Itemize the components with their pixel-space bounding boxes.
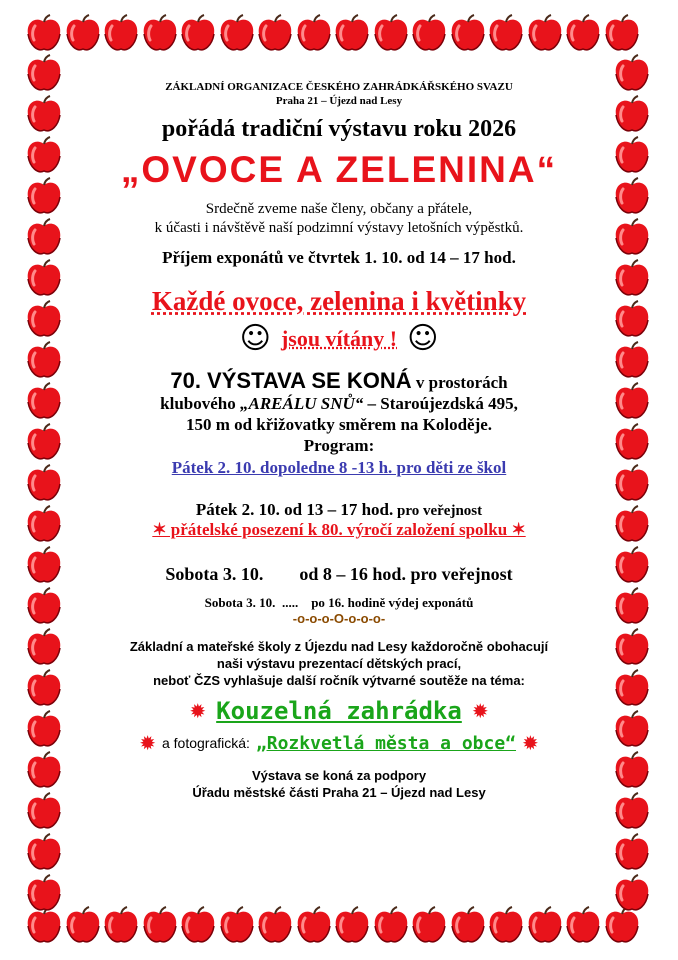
- apple-icon: [63, 14, 103, 54]
- apple-icon: [63, 906, 103, 946]
- separator: -o-o-o-O-o-o-o-: [292, 611, 386, 626]
- flower-icon: ✹: [189, 699, 207, 723]
- apple-icon: [24, 874, 64, 914]
- apple-icon: [24, 54, 64, 94]
- apple-icon: [24, 546, 64, 586]
- schools-line-1: Základní a mateřské školy z Újezdu nad Lesy každoročně obohacují: [129, 639, 549, 654]
- apple-icon: [24, 14, 64, 54]
- venue-info: [70, 370, 608, 456]
- schools-line-3: neboť ČZS vyhlašuje další ročník výtvarné soutěže na téma:: [153, 673, 525, 688]
- apple-icon: [24, 218, 64, 258]
- welcome-headline: Každé ovoce, zelenina i květinky: [151, 286, 527, 316]
- apple-icon: [612, 382, 652, 422]
- photo-prefix-text: a fotografická: [161, 735, 247, 751]
- apple-icon: [612, 54, 652, 94]
- apple-icon: [24, 259, 64, 299]
- apple-icon: [612, 95, 652, 135]
- apple-icon: [24, 95, 64, 135]
- friday-audience: pro veřejnost: [393, 503, 483, 519]
- headline: pořádá tradiční výstavu roku 2026: [161, 116, 517, 142]
- friday-public: [70, 500, 608, 520]
- apple-icon: [24, 792, 64, 832]
- invitation-line-2: k účasti i návštěvě naší podzimní výstavy letošních výpěstků.: [154, 220, 524, 236]
- apple-icon: [24, 628, 64, 668]
- apple-icon: [140, 14, 180, 54]
- exhibition-title: „OVOCE A ZELENINA“: [120, 149, 558, 190]
- friday-time: od 13 – 17 hod.: [279, 500, 394, 519]
- apple-icon: [612, 669, 652, 709]
- venue-text: klubového: [160, 394, 240, 413]
- apple-icon: [612, 792, 652, 832]
- apple-icon: [24, 505, 64, 545]
- venue-text: v prostorách: [411, 373, 508, 392]
- apple-icon: [612, 587, 652, 627]
- smiley-icon: ☺: [407, 321, 439, 356]
- apple-icon: [612, 710, 652, 750]
- apple-icon: [294, 906, 334, 946]
- saturday-time: od 8 – 16 hod. pro veřejnost: [299, 564, 513, 584]
- exhibition-number: 70. VÝSTAVA SE KONÁ: [170, 368, 412, 393]
- photo-colon: :: [246, 735, 250, 751]
- apple-icon: [612, 628, 652, 668]
- apple-icon: [612, 751, 652, 791]
- apple-icon: [217, 14, 257, 54]
- welcome-row: [70, 321, 608, 356]
- apple-icon: [525, 906, 565, 946]
- flower-icon: ✹: [522, 731, 539, 755]
- schools-line-2: naši výstavu prezentací dětských prací,: [216, 656, 462, 671]
- apple-icon: [612, 423, 652, 463]
- apple-icon: [255, 14, 295, 54]
- saturday-date: Sobota 3. 10.: [165, 564, 264, 584]
- apple-icon: [371, 906, 411, 946]
- flower-icon: ✹: [471, 699, 489, 723]
- venue-name: „AREÁLU SNŮ“: [239, 394, 364, 413]
- apple-icon: [486, 14, 526, 54]
- apple-icon: [140, 906, 180, 946]
- welcome-text: jsou vítány !: [280, 325, 398, 351]
- apple-icon: [371, 14, 411, 54]
- apple-icon: [612, 300, 652, 340]
- apple-icon: [24, 587, 64, 627]
- friday-date: Pátek 2. 10.: [195, 500, 280, 519]
- photo-contest-title: „Rozkvetlá města a obce“: [255, 732, 517, 754]
- photo-contest-row: [70, 731, 608, 755]
- flower-icon: ✹: [139, 731, 156, 755]
- organization-location: Praha 21 – Újezd nad Lesy: [275, 95, 403, 107]
- apple-icon: [448, 14, 488, 54]
- apple-icon: [332, 906, 372, 946]
- apple-icon: [101, 14, 141, 54]
- apple-icon: [612, 546, 652, 586]
- apple-icon: [217, 906, 257, 946]
- organization-name: ZÁKLADNÍ ORGANIZACE ČESKÉHO ZAHRÁDKÁŘSKÉHO SVAZU: [165, 81, 513, 93]
- friday-schools: Pátek 2. 10. dopoledne 8 -13 h. pro děti ze škol: [171, 458, 507, 477]
- venue-directions: 150 m od křižovatky směrem na Koloděje.: [185, 415, 493, 434]
- apple-icon: [602, 14, 642, 54]
- apple-icon: [409, 14, 449, 54]
- anniversary-event: ✶ přátelské posezení k 80. výročí založení spolku ✶: [152, 520, 526, 539]
- apple-icon: [178, 14, 218, 54]
- apple-icon: [24, 136, 64, 176]
- contest-title: Kouzelná zahrádka: [216, 697, 462, 725]
- apple-icon: [101, 906, 141, 946]
- contest-row: [70, 697, 608, 725]
- apple-icon: [409, 906, 449, 946]
- smiley-icon: ☺: [239, 321, 271, 356]
- venue-address: – Staroújezdská 495,: [363, 394, 518, 413]
- apple-icon: [178, 906, 218, 946]
- apple-icon: [24, 423, 64, 463]
- apple-icon: [24, 669, 64, 709]
- support-line-2: Úřadu městské části Praha 21 – Újezd nad Lesy: [192, 785, 486, 800]
- apple-icon: [24, 833, 64, 873]
- apple-icon: [24, 341, 64, 381]
- apple-icon: [24, 751, 64, 791]
- apple-icon: [563, 14, 603, 54]
- apple-icon: [525, 14, 565, 54]
- apple-icon: [612, 464, 652, 504]
- apple-icon: [332, 14, 372, 54]
- apple-icon: [612, 874, 652, 914]
- apple-icon: [612, 177, 652, 217]
- apple-icon: [612, 341, 652, 381]
- apple-icon: [255, 906, 295, 946]
- saturday-public: [70, 564, 608, 585]
- program-heading: Program:: [303, 436, 375, 455]
- apple-icon: [612, 218, 652, 258]
- apple-icon: [24, 300, 64, 340]
- apple-icon: [486, 906, 526, 946]
- apple-icon: [24, 464, 64, 504]
- pickup-date: Sobota 3. 10.: [204, 595, 276, 610]
- support-line-1: Výstava se koná za podpory: [251, 768, 427, 783]
- apple-icon: [24, 710, 64, 750]
- apple-icon: [24, 177, 64, 217]
- apple-icon: [612, 259, 652, 299]
- apple-icon: [294, 14, 334, 54]
- apple-icon: [612, 136, 652, 176]
- intake-info: Příjem exponátů ve čtvrtek 1. 10. od 14 – 17 hod.: [162, 248, 516, 267]
- saturday-pickup: [70, 595, 608, 611]
- invitation-line-1: Srdečně zveme naše členy, občany a přátele,: [205, 201, 473, 217]
- apple-icon: [563, 906, 603, 946]
- apple-icon: [612, 505, 652, 545]
- poster-content: [70, 80, 608, 801]
- apple-icon: [612, 833, 652, 873]
- pickup-dots: .....: [281, 595, 299, 610]
- pickup-text: po 16. hodině výdej exponátů: [311, 595, 474, 610]
- apple-icon: [24, 382, 64, 422]
- photo-prefix: [162, 735, 250, 751]
- apple-icon: [448, 906, 488, 946]
